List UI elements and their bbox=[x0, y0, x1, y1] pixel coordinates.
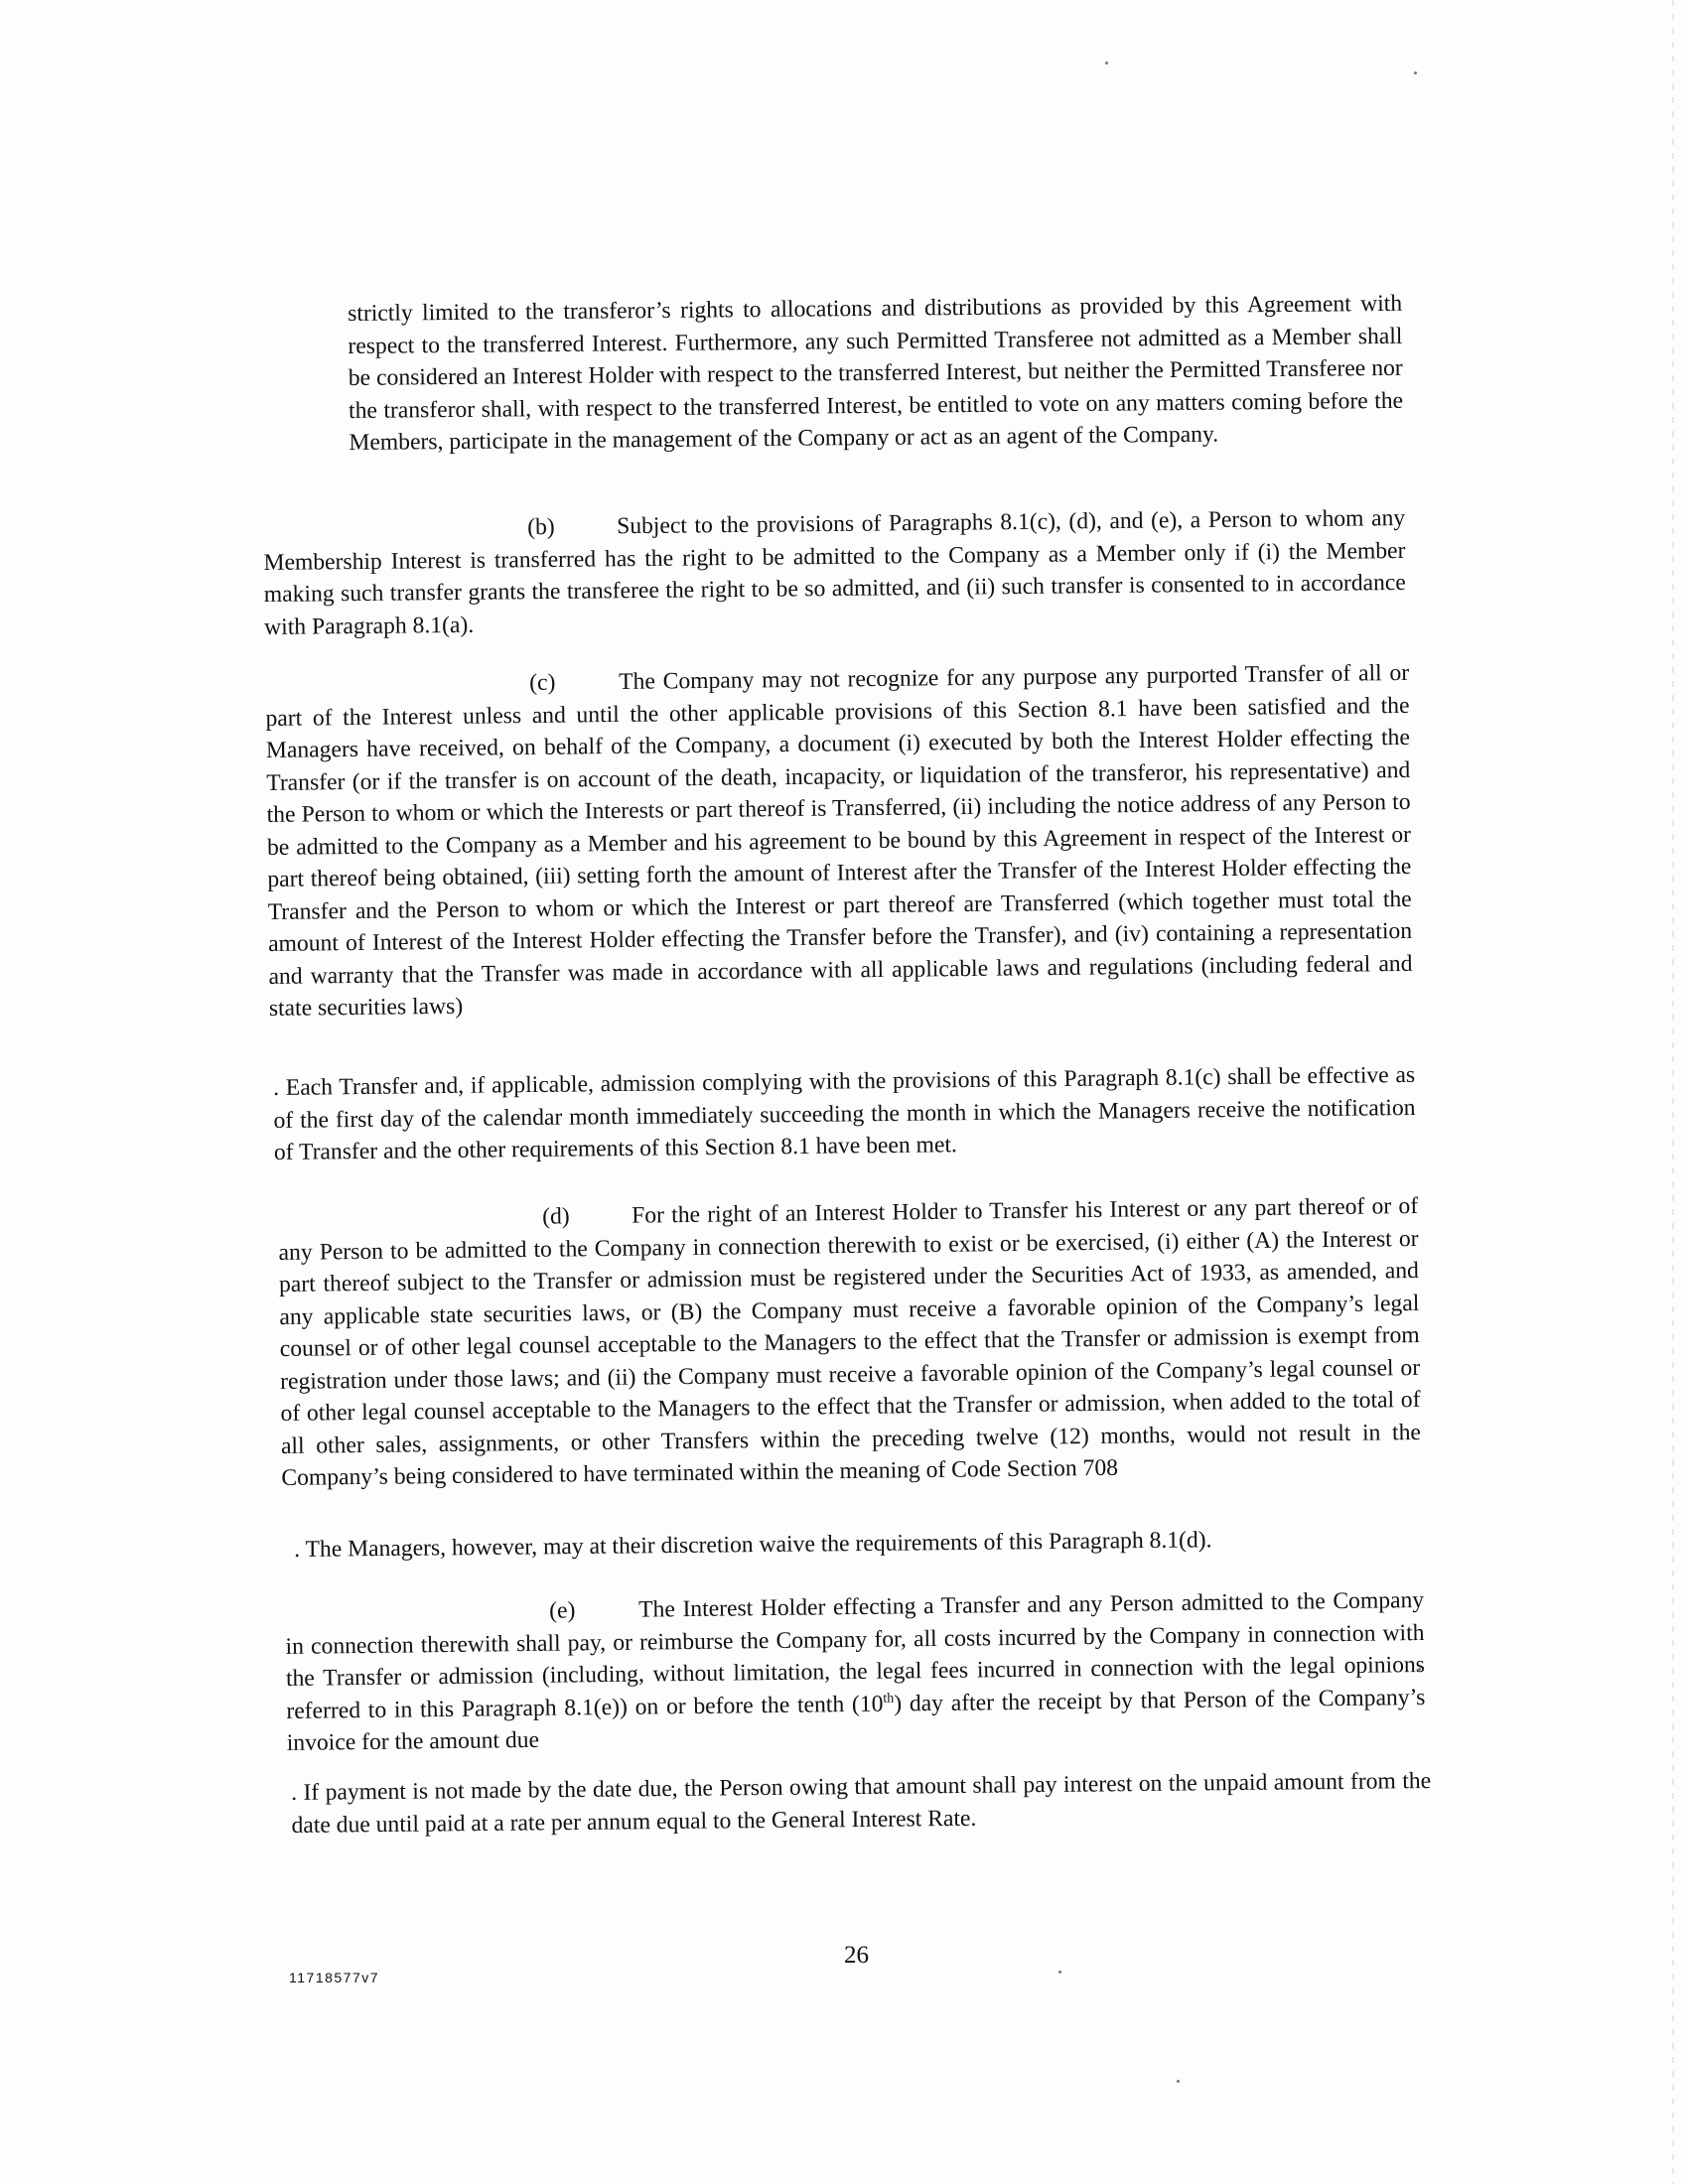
page-number: 26 bbox=[844, 1942, 869, 1969]
paragraph-e-text-before-sup: The Interest Holder effecting a Transfer and any Person admitted to the Company in connection therewith shall pay, or reimburse the Company for, all costs incurred by the Company in connection with the Transfer or admission (including, without limitation, the legal fees incurred in connection with the legal opinions referred to in this Paragraph 8.1(e)) on or before the tenth (10 bbox=[285, 1586, 1426, 1724]
paragraph-e-label: (e) bbox=[549, 1597, 576, 1624]
paragraph-b bbox=[263, 502, 1406, 643]
paragraph-d-continuation: . The Managers, however, may at their discretion waive the requirements of this Paragraph 8.1(d). bbox=[294, 1527, 1212, 1563]
scan-speck bbox=[1058, 1971, 1061, 1974]
paragraph-c-text: The Company may not recognize for any purpose any purported Transfer of all or part of the Interest unless and until the other applicable provisions of this Section 8.1 have been satisfied and the Managers have received, on behalf of the Company, a document (i) executed by both the Interest Holder effecting the Transfer (or if the transfer is on account of the death, incapacity, or liquidation of the transferor, his representative) and the Person to whom or which the Interests or part thereof is Transferred, (ii) including the notice address of any Person to be admitted to the Company as a Member and his agreement to be bound by this Agreement in respect of the Interest or part thereof being obtained, (iii) setting forth the amount of Interest after the Transfer of the Interest Holder effecting the Transfer and the Person to whom or which the Interest or part thereof are Transferred (which together must total the amount of Interest of the Interest Holder effecting the Transfer before the Transfer), and (iv) containing a representation and warranty that the Transfer was made in accordance with all applicable laws and regulations (including federal and state securities laws) bbox=[265, 659, 1413, 1022]
document-id: 11718577v7 bbox=[289, 1970, 380, 1985]
paragraph-d-text: For the right of an Interest Holder to Transfer his Interest or any part thereof or of any Person to be admitted to the Company in connection therewith to exist or be exercised, (i) either (A) the Interest or part thereof subject to the Transfer or admission must be registered under the Securities Act of 1933, as amended, and any applicable state securities laws, or (B) the Company must receive a favorable opinion of the Company’s legal counsel or of other legal counsel acceptable to the Managers to the effect that the Transfer or admission is exempt from registration under those laws; and (ii) the Company must receive a favorable opinion of the Company’s legal counsel or of other legal counsel acceptable to the Managers to the effect that the Transfer or admission, when added to the total of all other sales, assignments, or other Transfers within the preceding twelve (12) months, would not result in the Company’s being considered to have terminated within the meaning of Code Section 708 bbox=[278, 1192, 1422, 1491]
paragraph-b-text: Subject to the provisions of Paragraphs 8.1(c), (d), and (e), a Person to whom any Membership Interest is transferred has the right to be admitted to the Company as a Member only if (i) the Member making such transfer grants the transferee the right to be so admitted, and (ii) such transfer is consented to in accordance with Paragraph 8.1(a). bbox=[263, 504, 1406, 640]
paragraph-d-label: (d) bbox=[542, 1203, 570, 1230]
paragraph-e-continuation: . If payment is not made by the date due, the Person owing that amount shall pay interest on the unpaid amount from the date due until paid at a rate per annum equal to the General Interest Rate. bbox=[291, 1767, 1432, 1839]
scan-speck bbox=[1105, 62, 1108, 65]
scan-edge-artifact bbox=[1672, 0, 1674, 2184]
scan-speck bbox=[1177, 2080, 1180, 2083]
paragraph-a-continuation: strictly limited to the transferor’s rights to allocations and distributions as provided by this Agreement with respect to the transferred Interest. Furthermore, any such Permitted Transferee not admitted as a Member shall be considered an Interest Holder with respect to the transferred Interest, but neither the Permitted Transferee nor the transferor shall, with respect to the transferred Interest, be entitled to vote on any matters coming before the Members, participate in the management of the Company or act as an agent of the Company. bbox=[348, 290, 1404, 456]
paragraph-c bbox=[265, 657, 1413, 1025]
paragraph-c-label: (c) bbox=[529, 669, 556, 696]
paragraph-e bbox=[285, 1584, 1426, 1760]
paragraph-b-label: (b) bbox=[527, 513, 555, 541]
paragraph-d bbox=[278, 1190, 1421, 1495]
paragraph-e-text-after-sup: ) day after the receipt by that Person of the Company’s invoice for the amount due bbox=[286, 1684, 1426, 1756]
scan-speck bbox=[1414, 71, 1417, 74]
paragraph-c-continuation: . Each Transfer and, if applicable, admission complying with the provisions of this Paragraph 8.1(c) shall be effective as of the first day of the calendar month immediately succeeding the month in which the Managers receive the notification of Transfer and the other requirements of this Section 8.1 have been met. bbox=[273, 1061, 1416, 1165]
paragraph-e-superscript: th bbox=[883, 1691, 895, 1706]
